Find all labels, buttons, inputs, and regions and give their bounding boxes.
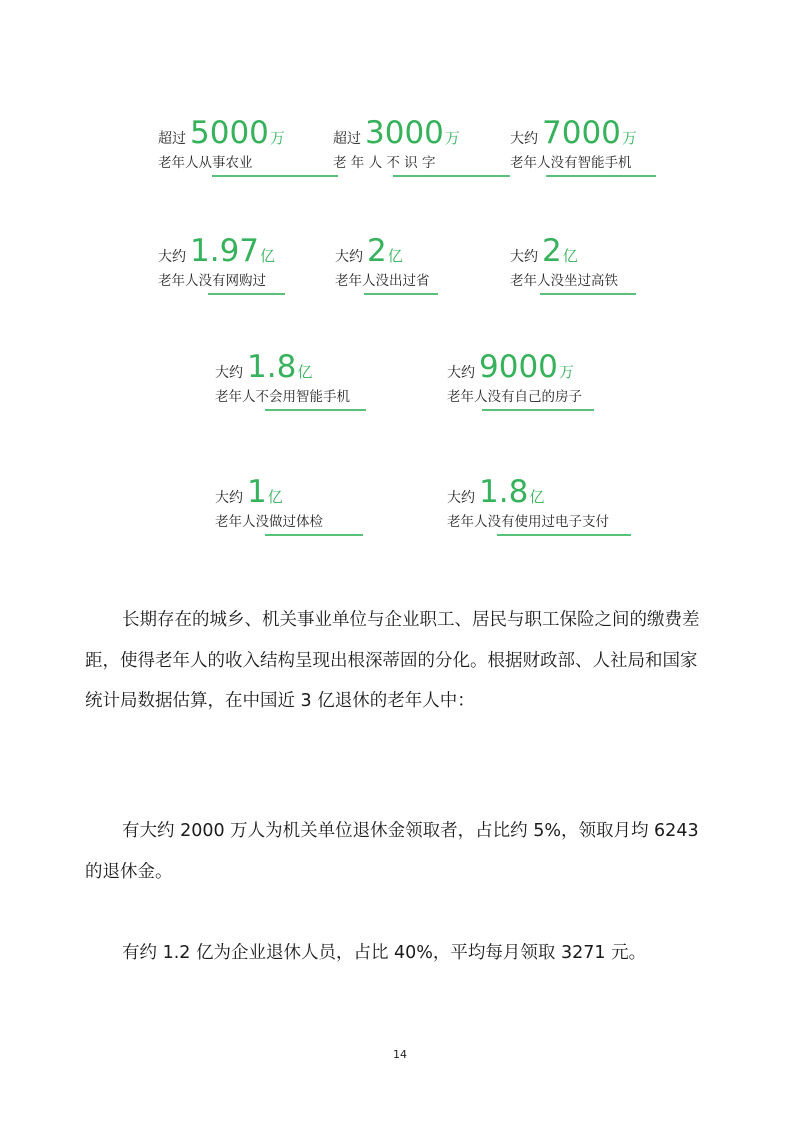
stat-never-left-province (335, 232, 430, 292)
stat-underline (265, 409, 366, 411)
stat-unit: 亿 (387, 247, 403, 265)
stat-prefix: 大约 (447, 365, 475, 381)
stat-unit: 亿 (260, 247, 276, 265)
stat-no-online-shopping (158, 232, 275, 292)
stat-description: 老年人不会用智能手机 (215, 389, 350, 405)
stat-prefix: 大约 (447, 490, 475, 506)
stat-unit: 万 (269, 129, 285, 147)
paragraph-income-gap (85, 600, 710, 722)
stat-cannot-use-smartphone (215, 348, 350, 408)
stat-description: 老年人从事农业 (158, 155, 253, 171)
stat-unit: 万 (558, 363, 574, 381)
stat-farming (158, 114, 285, 174)
stat-never-high-speed-rail (510, 232, 618, 292)
stat-number: 7000 (542, 115, 621, 151)
stat-illiterate (333, 114, 460, 174)
stat-underline (393, 175, 510, 177)
stat-description: 老年人没有网购过 (158, 273, 266, 289)
stat-underline (497, 534, 631, 536)
paragraph-text: 长期存在的城乡、机关事业单位与企业职工、居民与职工保险之间的缴费差距，使得老年人的收入结构呈现出根深蒂固的分化。根据财政部、人社局和国家统计局数据估算，在中国近 3 亿退休的老年人中： (85, 610, 700, 711)
stat-prefix: 大约 (335, 249, 363, 265)
stat-unit: 万 (444, 129, 460, 147)
stat-number: 9000 (479, 349, 558, 385)
page-number: 14 (393, 1048, 407, 1061)
stat-number: 1.8 (247, 349, 297, 385)
stat-prefix: 大约 (215, 365, 243, 381)
paragraph-text: 有大约 2000 万人为机关单位退休金领取者，占比约 5%，领取月均 6243 的退休金。 (85, 821, 699, 882)
stat-underline (482, 409, 594, 411)
stat-description: 老 年 人 不 识 字 (333, 155, 436, 171)
stat-prefix: 大约 (510, 131, 538, 147)
stat-underline (208, 293, 285, 295)
stat-prefix: 大约 (158, 249, 186, 265)
stat-description: 老年人没出过省 (335, 273, 430, 289)
stat-no-smartphone (510, 114, 637, 174)
stat-description: 老年人没坐过高铁 (510, 273, 618, 289)
stat-description: 老年人没有智能手机 (510, 155, 632, 171)
stat-unit: 亿 (562, 247, 578, 265)
stat-description: 老年人没有自己的房子 (447, 389, 582, 405)
stat-number: 1.8 (479, 474, 529, 510)
stat-unit: 万 (621, 129, 637, 147)
paragraph-enterprise-retirees (85, 933, 710, 974)
stat-unit: 亿 (297, 363, 313, 381)
paragraph-government-retirees (85, 811, 710, 892)
stat-prefix: 大约 (510, 249, 538, 265)
paragraph-text: 有约 1.2 亿为企业退休人员，占比 40%，平均每月领取 3271 元。 (122, 943, 647, 963)
stat-underline (364, 293, 438, 295)
stat-underline (540, 293, 636, 295)
stat-underline (546, 175, 656, 177)
stat-prefix: 超过 (158, 131, 186, 147)
stat-underline (265, 534, 363, 536)
stat-underline (212, 175, 338, 177)
stat-unit: 亿 (529, 488, 545, 506)
stat-number: 3000 (365, 115, 444, 151)
stat-prefix: 大约 (215, 490, 243, 506)
stat-description: 老年人没有使用过电子支付 (447, 514, 609, 530)
stat-number: 5000 (190, 115, 269, 151)
stat-no-health-checkup (215, 473, 323, 533)
stat-number: 2 (542, 233, 562, 269)
stat-unit: 亿 (267, 488, 283, 506)
stat-number: 1.97 (190, 233, 260, 269)
stat-number: 1 (247, 474, 267, 510)
stat-no-electronic-payment (447, 473, 609, 533)
stat-no-own-house (447, 348, 582, 408)
stat-prefix: 超过 (333, 131, 361, 147)
stat-number: 2 (367, 233, 387, 269)
stat-description: 老年人没做过体检 (215, 514, 323, 530)
